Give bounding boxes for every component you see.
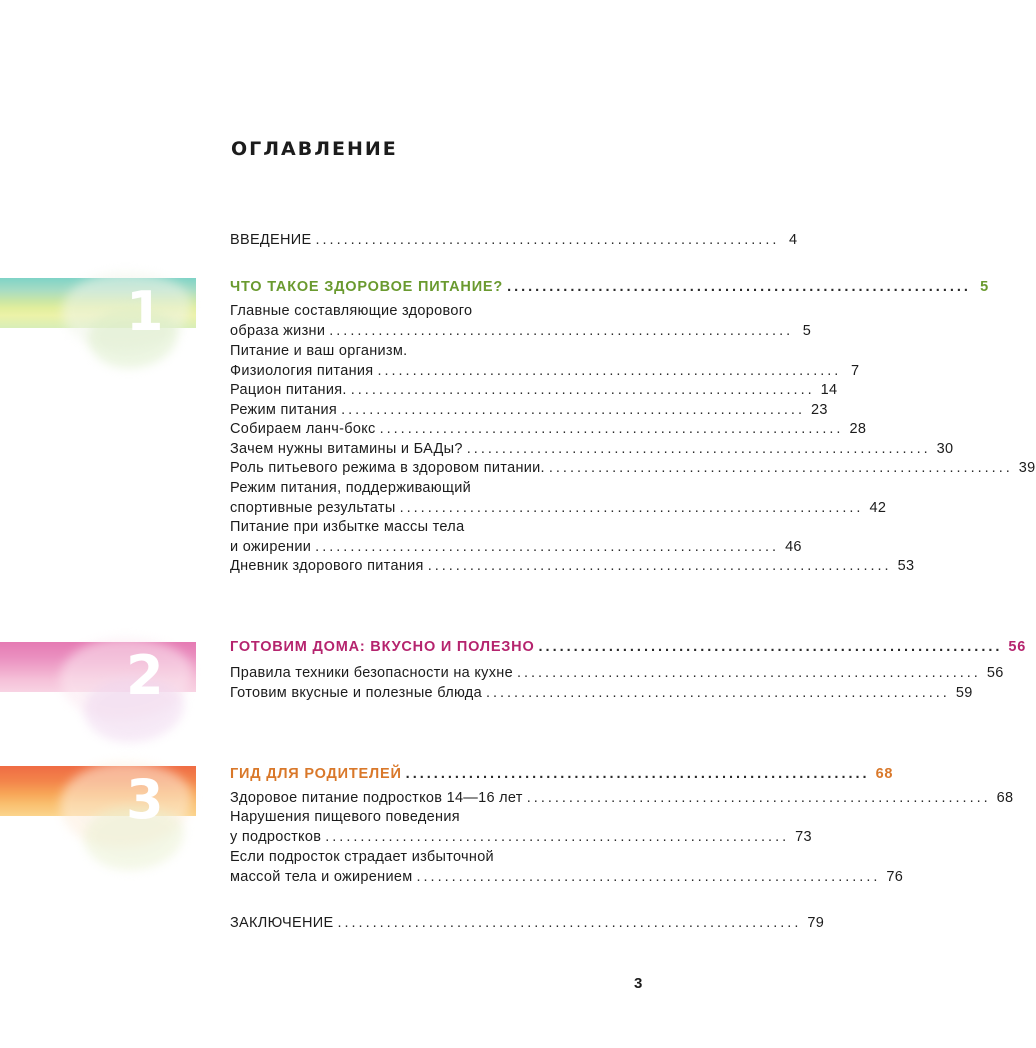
page-ref: 46: [785, 538, 802, 555]
toc-entry[interactable]: Роль питьевого режима в здоровом питании. .................................................................. 39: [230, 459, 648, 479]
page-ref: 59: [955, 685, 973, 701]
chapter-2-number: 2: [126, 644, 164, 707]
chapter-1-number: 1: [126, 280, 164, 343]
chapter-3-band: [0, 766, 196, 831]
toc-entry-intro[interactable]: ВВЕДЕНИЕ .................................................................. 4: [230, 231, 648, 251]
page-ref: 4: [789, 232, 798, 248]
page-ref: 56: [1008, 639, 1027, 655]
chapter-3-number: 3: [126, 768, 164, 831]
toc-entry-conclusion[interactable]: ЗАКЛЮЧЕНИЕ .................................................................. 79: [230, 914, 648, 934]
toc-chapter-1[interactable]: ЧТО ТАКОЕ ЗДОРОВОЕ ПИТАНИЕ? .................................................................. 5: [230, 278, 648, 298]
page-ref: 79: [807, 915, 825, 931]
toc-entry[interactable]: Главные составляющие здорового образа жизни .................................................................. 5: [230, 302, 648, 341]
toc-entry[interactable]: Режим питания, поддерживающий спортивные результаты .................................................................. 42: [230, 479, 648, 518]
chapter-1-band: [0, 278, 196, 343]
page-number: 3: [634, 975, 643, 992]
page-ref: 56: [986, 665, 1004, 681]
toc-chapter-2[interactable]: ГОТОВИМ ДОМА: ВКУСНО И ПОЛЕЗНО .................................................................. 56: [230, 638, 648, 658]
toc-entry[interactable]: Готовим вкусные и полезные блюда .................................................................. 59: [230, 684, 648, 704]
page-ref: 73: [795, 828, 812, 845]
toc-entry[interactable]: Режим питания .................................................................. 23: [230, 401, 648, 421]
toc-entry[interactable]: Дневник здорового питания .................................................................. 53: [230, 557, 648, 577]
toc-entry[interactable]: Нарушения пищевого поведения у подростков .................................................................. 73: [230, 808, 648, 847]
chapter-2-band: [0, 642, 196, 707]
page-ref: 53: [897, 558, 915, 574]
page-ref: 5: [980, 279, 989, 295]
toc-entry[interactable]: Собираем ланч-бокс .................................................................. 28: [230, 420, 648, 440]
page-ref: 28: [849, 421, 867, 437]
toc-chapter-3[interactable]: ГИД ДЛЯ РОДИТЕЛЕЙ .................................................................. 68: [230, 765, 648, 785]
page-ref: 5: [802, 322, 812, 339]
page-ref: 68: [996, 790, 1014, 806]
page-ref: 42: [869, 499, 887, 516]
page-ref: 76: [886, 868, 904, 885]
page-ref: 14: [820, 382, 838, 398]
page-title: ОГЛАВЛЕНИЕ: [231, 138, 398, 160]
toc-entry[interactable]: Питание при избытке массы тела и ожирении .................................................................. 46: [230, 518, 648, 557]
toc-entry[interactable]: Рацион питания. .................................................................. 14: [230, 381, 648, 401]
page-ref: 23: [810, 402, 828, 418]
page-ref: 7: [850, 362, 860, 379]
toc-entry[interactable]: Зачем нужны витамины и БАДы? .................................................................. 30: [230, 440, 648, 460]
page-ref: 68: [875, 766, 894, 782]
page-ref: 30: [936, 441, 954, 457]
toc-entry[interactable]: Правила техники безопасности на кухне .................................................................. 56: [230, 664, 648, 684]
toc-entry[interactable]: Питание и ваш организм. Физиология питания .................................................................. 7: [230, 342, 648, 381]
toc-entry[interactable]: Если подросток страдает избыточной массой тела и ожирением .................................................................. 76: [230, 848, 648, 887]
page-ref: 39: [1018, 460, 1036, 476]
toc-entry[interactable]: Здоровое питание подростков 14—16 лет .................................................................. 68: [230, 789, 648, 809]
